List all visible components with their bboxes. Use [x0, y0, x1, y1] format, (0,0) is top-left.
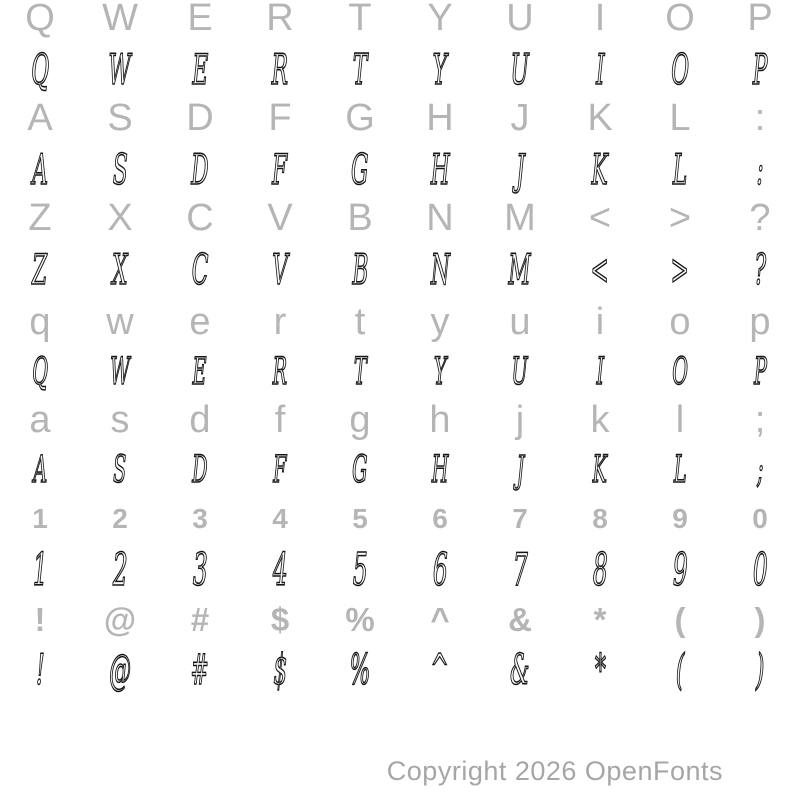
glyph: * — [593, 601, 607, 638]
glyph-cell — [480, 294, 560, 350]
glyph-cell — [640, 242, 720, 298]
glyph: Y — [427, 0, 453, 39]
glyph-cell — [80, 0, 160, 46]
glyph-cell — [400, 294, 480, 350]
glyph-cell — [80, 294, 160, 350]
glyph: W — [110, 350, 130, 393]
glyph-cell — [320, 592, 400, 648]
glyph-cell — [80, 642, 160, 698]
main-row-bottom-upper — [0, 242, 800, 298]
glyph: T — [352, 45, 368, 94]
glyph: k — [590, 399, 610, 441]
glyph-cell — [240, 0, 320, 46]
glyph-cell — [480, 190, 560, 246]
glyph: i — [595, 301, 605, 343]
glyph-cell — [320, 442, 400, 498]
glyph: : — [754, 97, 766, 139]
glyph-cell — [720, 0, 800, 46]
glyph-cell — [320, 242, 400, 298]
glyph: F — [272, 145, 288, 194]
glyph: H — [430, 145, 450, 194]
glyph-cell — [240, 90, 320, 146]
glyph-cell — [240, 592, 320, 648]
glyph: N — [426, 197, 454, 239]
glyph: @ — [109, 645, 131, 694]
glyph: P — [753, 350, 767, 393]
glyph-cell — [160, 0, 240, 46]
glyph-cell — [400, 442, 480, 498]
glyph: ; — [754, 399, 766, 441]
glyph: 6 — [432, 503, 448, 534]
glyph-cell — [320, 294, 400, 350]
glyph: L — [669, 97, 691, 139]
glyph: a — [29, 399, 51, 441]
glyph: & — [510, 645, 530, 694]
glyph-cell — [240, 294, 320, 350]
glyph-cell — [160, 190, 240, 246]
glyph: K — [587, 97, 613, 139]
glyph-cell — [560, 90, 640, 146]
glyph: O — [665, 0, 695, 39]
glyph: G — [345, 97, 375, 139]
glyph: U — [511, 350, 529, 393]
glyph-cell — [400, 642, 480, 698]
glyph: I — [595, 45, 605, 94]
glyph-cell — [560, 542, 640, 598]
glyph-cell — [560, 642, 640, 698]
glyph: j — [515, 399, 525, 441]
glyph: < — [588, 197, 612, 239]
glyph-cell — [160, 491, 240, 547]
glyph-cell — [480, 392, 560, 448]
glyph: ; — [756, 448, 764, 491]
glyph-cell — [240, 392, 320, 448]
glyph: U — [506, 0, 534, 39]
glyph-cell — [400, 491, 480, 547]
glyph: l — [675, 399, 685, 441]
glyph-cell — [640, 0, 720, 46]
glyph: 2 — [112, 543, 128, 596]
glyph: y — [430, 301, 450, 343]
glyph-cell — [80, 442, 160, 498]
glyph-cell — [240, 491, 320, 547]
glyph: 9 — [672, 503, 688, 534]
glyph: f — [274, 399, 286, 441]
glyph: 3 — [192, 503, 208, 534]
glyph-cell — [160, 592, 240, 648]
ref-row-home-upper — [0, 90, 800, 146]
glyph-cell — [240, 642, 320, 698]
glyph: 6 — [432, 543, 448, 596]
glyph: ( — [675, 645, 685, 694]
glyph: ! — [34, 601, 46, 638]
glyph: 2 — [112, 503, 128, 534]
glyph-cell — [560, 190, 640, 246]
glyph-cell — [0, 294, 80, 350]
glyph: ^ — [430, 601, 450, 638]
main-row-home-lower — [0, 442, 800, 498]
glyph: % — [349, 645, 371, 694]
glyph-cell — [480, 542, 560, 598]
glyph: # — [190, 645, 210, 694]
glyph-cell — [720, 392, 800, 448]
glyph-cell — [0, 242, 80, 298]
glyph-cell — [560, 491, 640, 547]
glyph: L — [672, 145, 688, 194]
glyph-cell — [80, 90, 160, 146]
glyph: Y — [432, 45, 448, 94]
main-row-symbols — [0, 642, 800, 698]
glyph-cell — [560, 442, 640, 498]
glyph-cell — [0, 491, 80, 547]
glyph: O — [671, 45, 689, 94]
glyph: L — [673, 448, 687, 491]
glyph-cell — [720, 242, 800, 298]
glyph: W — [108, 45, 132, 94]
glyph: U — [510, 45, 530, 94]
glyph-cell — [720, 190, 800, 246]
glyph-cell — [640, 542, 720, 598]
glyph-cell — [240, 190, 320, 246]
glyph-cell — [480, 491, 560, 547]
glyph: # — [190, 601, 210, 638]
glyph-cell — [320, 190, 400, 246]
glyph: o — [669, 301, 691, 343]
glyph-cell — [400, 0, 480, 46]
ref-row-qwerty-lower — [0, 294, 800, 350]
glyph: K — [592, 448, 608, 491]
glyph: ? — [749, 197, 771, 239]
glyph: S — [113, 448, 127, 491]
glyph: R — [271, 45, 289, 94]
glyph-cell — [80, 242, 160, 298]
glyph: A — [27, 97, 53, 139]
glyph-cell — [80, 592, 160, 648]
glyph-cell — [400, 190, 480, 246]
glyph: s — [110, 399, 130, 441]
glyph: ( — [674, 601, 686, 638]
ref-row-qwerty-upper — [0, 0, 800, 46]
glyph: $ — [273, 645, 287, 694]
glyph: K — [591, 145, 609, 194]
glyph-cell — [240, 242, 320, 298]
glyph-cell — [400, 242, 480, 298]
glyph: V — [272, 245, 288, 294]
glyph-cell — [320, 0, 400, 46]
glyph-cell — [0, 190, 80, 246]
glyph: J — [515, 145, 525, 194]
glyph: 1 — [32, 503, 48, 534]
glyph-cell — [640, 592, 720, 648]
glyph: % — [345, 601, 375, 638]
glyph-cell — [640, 491, 720, 547]
glyph-cell — [640, 392, 720, 448]
glyph-cell — [400, 542, 480, 598]
glyph-cell — [0, 442, 80, 498]
glyph-cell — [400, 592, 480, 648]
glyph: F — [268, 97, 292, 139]
glyph: G — [352, 448, 368, 491]
glyph: I — [596, 350, 604, 393]
glyph: Y — [433, 350, 447, 393]
glyph: A — [33, 448, 47, 491]
glyph: C — [191, 245, 209, 294]
glyph: p — [749, 301, 771, 343]
glyph: 8 — [592, 503, 608, 534]
glyph: $ — [270, 601, 290, 638]
glyph-cell — [720, 542, 800, 598]
glyph: : — [756, 145, 764, 194]
glyph-cell — [80, 190, 160, 246]
glyph-cell — [480, 242, 560, 298]
glyph-cell — [560, 242, 640, 298]
glyph-cell — [0, 90, 80, 146]
glyph-cell — [0, 542, 80, 598]
glyph-cell — [720, 592, 800, 648]
glyph: E — [192, 45, 208, 94]
glyph-cell — [320, 392, 400, 448]
glyph: * — [594, 645, 606, 694]
glyph: > — [670, 245, 690, 294]
glyph: 5 — [352, 503, 368, 534]
glyph: D — [192, 448, 208, 491]
glyph: 0 — [752, 503, 768, 534]
glyph: W — [102, 0, 138, 39]
glyph: ) — [755, 645, 765, 694]
glyph: F — [273, 448, 287, 491]
glyph-cell — [80, 542, 160, 598]
glyph-cell — [80, 392, 160, 448]
glyph-cell — [320, 542, 400, 598]
glyph: 3 — [192, 543, 208, 596]
glyph: G — [351, 145, 369, 194]
glyph: 7 — [512, 543, 528, 596]
glyph-cell — [480, 90, 560, 146]
glyph: R — [272, 350, 288, 393]
glyph-cell — [720, 642, 800, 698]
glyph-cell — [640, 642, 720, 698]
glyph: E — [192, 350, 208, 393]
glyph-cell — [160, 294, 240, 350]
glyph: B — [347, 197, 373, 239]
glyph-cell — [400, 392, 480, 448]
glyph: 4 — [272, 503, 288, 534]
glyph: 8 — [592, 543, 608, 596]
glyph: C — [186, 197, 214, 239]
glyph: N — [430, 245, 450, 294]
glyph-cell — [720, 442, 800, 498]
glyph: & — [508, 601, 532, 638]
glyph: J — [510, 97, 530, 139]
glyph-cell — [720, 491, 800, 547]
glyph: M — [508, 245, 532, 294]
glyph: P — [747, 0, 773, 39]
glyph: T — [353, 350, 367, 393]
glyph-cell — [640, 442, 720, 498]
glyph: M — [504, 197, 536, 239]
glyph-cell — [0, 392, 80, 448]
glyph: 1 — [32, 543, 48, 596]
glyph: r — [273, 301, 287, 343]
glyph: X — [107, 197, 133, 239]
glyph: X — [112, 245, 128, 294]
ref-row-symbols — [0, 592, 800, 648]
glyph: Q — [31, 45, 49, 94]
glyph-cell — [480, 592, 560, 648]
glyph-cell — [160, 442, 240, 498]
glyph: t — [354, 301, 366, 343]
glyph-cell — [720, 90, 800, 146]
glyph: u — [509, 301, 531, 343]
glyph-cell — [560, 592, 640, 648]
glyph: D — [191, 145, 209, 194]
glyph: > — [668, 197, 692, 239]
glyph-cell — [0, 592, 80, 648]
glyph: R — [266, 0, 294, 39]
glyph: < — [590, 245, 610, 294]
glyph-cell — [160, 242, 240, 298]
glyph: H — [426, 97, 454, 139]
ref-row-home-lower — [0, 392, 800, 448]
glyph-cell — [720, 294, 800, 350]
glyph: Q — [32, 350, 48, 393]
glyph: S — [107, 97, 133, 139]
glyph-cell — [160, 542, 240, 598]
glyph-cell — [400, 90, 480, 146]
glyph: T — [348, 0, 372, 39]
glyph: A — [32, 145, 48, 194]
glyph: ? — [754, 245, 766, 294]
glyph: w — [106, 301, 134, 343]
glyph: E — [187, 0, 213, 39]
glyph: q — [29, 301, 51, 343]
glyph-cell — [640, 90, 720, 146]
glyph-cell — [640, 190, 720, 246]
glyph-cell — [160, 90, 240, 146]
glyph-cell — [320, 642, 400, 698]
glyph: B — [351, 245, 369, 294]
glyph-cell — [0, 642, 80, 698]
glyph: e — [189, 301, 211, 343]
glyph-cell — [320, 90, 400, 146]
glyph-cell — [80, 491, 160, 547]
glyph: J — [516, 448, 524, 491]
glyph-cell — [240, 442, 320, 498]
glyph-cell — [560, 294, 640, 350]
glyph-cell — [560, 392, 640, 448]
glyph: ) — [754, 601, 766, 638]
glyph-cell — [320, 491, 400, 547]
glyph: V — [267, 197, 293, 239]
glyph-cell — [640, 294, 720, 350]
glyph: H — [431, 448, 449, 491]
glyph: P — [752, 45, 768, 94]
ref-row-digits — [0, 491, 800, 547]
glyph: @ — [103, 601, 137, 638]
glyph-cell — [480, 642, 560, 698]
glyph: S — [112, 145, 128, 194]
glyph: Z — [32, 245, 48, 294]
copyright-text: Copyright 2026 OpenFonts — [386, 756, 723, 786]
glyph: ! — [35, 645, 45, 694]
glyph-cell — [0, 0, 80, 46]
glyph: Z — [28, 197, 52, 239]
ref-row-bottom-upper — [0, 190, 800, 246]
glyph-cell — [160, 642, 240, 698]
glyph: d — [189, 399, 211, 441]
glyph: D — [186, 97, 214, 139]
glyph: 5 — [352, 543, 368, 596]
glyph: h — [429, 399, 451, 441]
glyph-cell — [480, 0, 560, 46]
glyph: I — [594, 0, 606, 39]
glyph-cell — [160, 392, 240, 448]
glyph: 0 — [752, 543, 768, 596]
glyph: O — [672, 350, 688, 393]
glyph: 4 — [272, 543, 288, 596]
glyph-cell — [240, 542, 320, 598]
glyph-cell — [560, 0, 640, 46]
glyph: 7 — [512, 503, 528, 534]
glyph: ^ — [430, 645, 450, 694]
glyph: Q — [25, 0, 55, 39]
glyph: 9 — [672, 543, 688, 596]
glyph-cell — [480, 442, 560, 498]
main-row-digits — [0, 542, 800, 598]
glyph: g — [349, 399, 371, 441]
